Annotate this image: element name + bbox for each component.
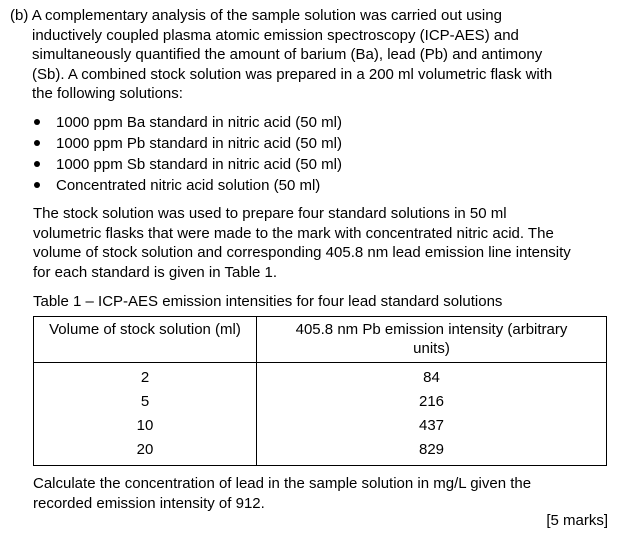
bullet-icon — [34, 140, 40, 146]
calculation-question — [33, 474, 608, 513]
table-row — [34, 438, 607, 466]
table-row — [34, 390, 607, 414]
intro-paragraph — [10, 6, 610, 104]
part-label: (b) — [10, 7, 29, 24]
intro-line-4: (Sb). A combined stock solution was prepared in a 200 ml volumetric flask with — [32, 65, 553, 83]
question-line-1: Calculate the concentration of lead in the sample solution in mg/L given the — [33, 475, 532, 492]
stock-solution-paragraph — [33, 204, 608, 282]
table-caption: Table 1 – ICP-AES emission intensities for four lead standard solutions — [33, 293, 503, 310]
cell-volume: 2 — [34, 363, 257, 391]
list-item — [34, 154, 342, 175]
solution-sb: 1000 ppm Sb standard in nitric acid (50 ml) — [56, 156, 342, 173]
solution-ba: 1000 ppm Ba standard in nitric acid (50 ml) — [56, 114, 342, 131]
marks-allocation: [5 marks] — [546, 512, 608, 529]
list-item — [34, 112, 342, 133]
header-volume: Volume of stock solution (ml) — [34, 317, 257, 363]
para2-line-2: volumetric flasks that were made to the mark with concentrated nitric acid. The — [33, 224, 554, 242]
intro-line-5: the following solutions: — [32, 85, 183, 103]
intro-line-2: inductively coupled plasma atomic emission spectroscopy (ICP-AES) and — [32, 26, 519, 44]
table-row — [34, 414, 607, 438]
cell-volume: 10 — [34, 414, 257, 438]
list-item — [34, 133, 342, 154]
para2-line-1: The stock solution was used to prepare four standard solutions in 50 ml — [33, 205, 507, 222]
table-header-row — [34, 317, 607, 363]
header-intensity-line-1: 405.8 nm Pb emission intensity (arbitrary — [295, 321, 568, 338]
question-line-2: recorded emission intensity of 912. — [33, 494, 265, 512]
header-intensity-line-2: units) — [413, 340, 450, 357]
bullet-icon — [34, 161, 40, 167]
cell-intensity: 437 — [257, 414, 607, 438]
cell-intensity: 84 — [257, 363, 607, 391]
solution-nitric: Concentrated nitric acid solution (50 ml) — [56, 177, 321, 194]
bullet-icon — [34, 182, 40, 188]
table-row — [34, 363, 607, 391]
list-item — [34, 175, 342, 196]
cell-intensity: 829 — [257, 438, 607, 466]
solutions-list — [34, 112, 342, 196]
cell-volume: 5 — [34, 390, 257, 414]
cell-volume: 20 — [34, 438, 257, 466]
intro-line-3: simultaneously quantified the amount of barium (Ba), lead (Pb) and antimony — [32, 46, 543, 64]
bullet-icon — [34, 119, 40, 125]
emission-table — [33, 316, 607, 466]
cell-intensity: 216 — [257, 390, 607, 414]
solution-pb: 1000 ppm Pb standard in nitric acid (50 ml) — [56, 135, 342, 152]
intro-line-1: A complementary analysis of the sample solution was carried out using — [31, 7, 502, 24]
para2-line-4: for each standard is given in Table 1. — [33, 263, 278, 281]
para2-line-3: volume of stock solution and corresponding 405.8 nm lead emission line intensity — [33, 244, 571, 261]
header-intensity — [257, 317, 607, 363]
